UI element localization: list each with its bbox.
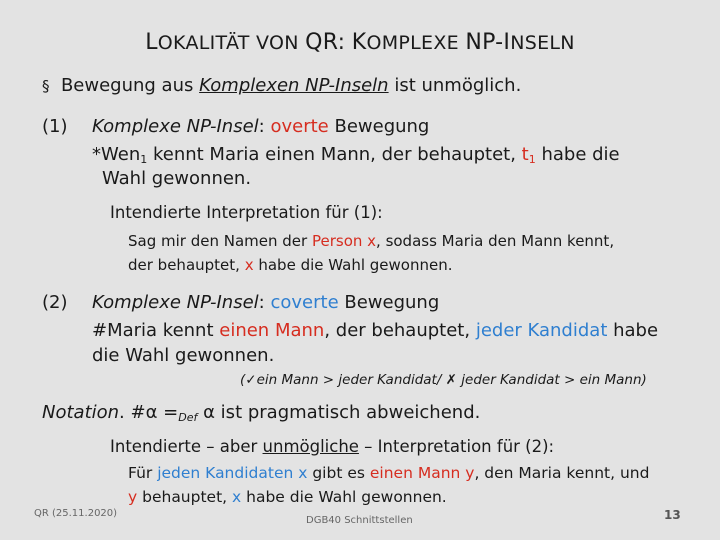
variable-x: x [232, 488, 242, 506]
paraphrase-part: Sag mir den Namen der [128, 232, 312, 250]
paraphrase-2-line2 [128, 488, 447, 506]
example-2-heading [92, 292, 439, 314]
footer-date: QR (25.11.2020) [34, 508, 118, 519]
scope-readings [240, 372, 647, 388]
notation-part: . #α = [119, 402, 179, 423]
trace-t: t [521, 144, 529, 165]
title-part: NSELN [510, 32, 575, 54]
heading-term: Komplexe NP-Insel [92, 116, 259, 137]
interpretation-2-label [110, 437, 554, 456]
paraphrase-part: behauptet, [137, 488, 233, 506]
example-number-2: (2) [42, 292, 68, 313]
variable-y: y [128, 488, 138, 506]
paraphrase-2-line1 [128, 464, 649, 482]
title-part: QR [305, 30, 338, 55]
example-2-sentence-line1 [92, 320, 658, 342]
example-1-heading [92, 116, 429, 138]
sentence-part: habe [607, 320, 659, 341]
heading-keyword: coverte [270, 292, 339, 313]
variable-x: x [244, 256, 254, 274]
paraphrase-part: habe die Wahl gewonnen. [253, 256, 453, 274]
phrase-einen-mann: einen Mann y [369, 464, 475, 482]
sentence-part: *Wen [92, 144, 141, 165]
scope-text: (✓ein Mann > jeder Kandidat/ ✗ jeder Kandidat > ein Mann) [240, 372, 647, 388]
bullet-text: ist unmöglich. [388, 75, 522, 96]
paraphrase-part: Für [128, 464, 158, 482]
heading-keyword: overte [270, 116, 329, 137]
heading-term: Komplexe NP-Insel [92, 292, 259, 313]
paraphrase-part: gibt es [307, 464, 370, 482]
notation-line [42, 402, 480, 424]
heading-colon: : [258, 292, 271, 313]
example-1-paraphrase-line2 [128, 255, 452, 275]
example-1-paraphrase-line1 [128, 231, 614, 251]
bullet-line [42, 75, 521, 97]
example-1-interpretation-label: Intendierte Interpretation für (1): [110, 203, 383, 222]
phrase-jeder-kandidat: jeder Kandidat [475, 320, 608, 341]
paraphrase-part: habe die Wahl gewonnen. [241, 488, 447, 506]
subscript: 1 [528, 153, 536, 166]
title-part: VON [256, 32, 299, 54]
notation-part: α ist pragmatisch abweichend. [197, 402, 481, 423]
page-number: 13 [664, 508, 681, 522]
bullet-icon: § [42, 77, 50, 95]
paraphrase-person: Person x [311, 232, 377, 250]
bullet-text: Bewegung aus [60, 75, 200, 96]
footer-course: DGB40 Schnittstellen [306, 515, 413, 526]
bullet-term: Komplexen NP-Inseln [199, 75, 389, 96]
title-part: NP- [465, 30, 504, 55]
paraphrase-part: , sodass Maria den Mann kennt, [376, 232, 615, 250]
sentence-part: #Maria kennt [92, 320, 220, 341]
notation-def: Def [178, 411, 198, 424]
heading-rest: Bewegung [328, 116, 430, 137]
title-part: I [503, 30, 511, 55]
title-part: OKALITÄT [157, 32, 250, 54]
heading-colon: : [258, 116, 271, 137]
heading-rest: Bewegung [338, 292, 440, 313]
slide-title [0, 30, 720, 55]
title-part: : [337, 30, 346, 55]
interp-underlined: unmögliche [262, 437, 359, 456]
phrase-einen-mann: einen Mann [219, 320, 325, 341]
subscript: 1 [140, 153, 148, 166]
interp-part: Intendierte – aber [110, 437, 263, 456]
sentence-part: habe die [535, 144, 620, 165]
phrase-jeden-kandidaten: jeden Kandidaten x [157, 464, 308, 482]
example-1-sentence-line2: Wahl gewonnen. [102, 168, 252, 189]
title-part: L [145, 30, 158, 55]
title-part: OMPLEXE [366, 32, 459, 54]
title-part: K [351, 30, 367, 55]
example-number-1: (1) [42, 116, 68, 137]
paraphrase-part: der behauptet, [128, 256, 245, 274]
example-2-sentence-line2: die Wahl gewonnen. [92, 345, 275, 366]
example-1-sentence-line1 [92, 144, 620, 166]
sentence-part: , der behauptet, [324, 320, 476, 341]
sentence-part: kennt Maria einen Mann, der behauptet, [147, 144, 522, 165]
notation-label: Notation [42, 402, 120, 423]
paraphrase-part: , den Maria kennt, und [474, 464, 650, 482]
interp-part: – Interpretation für (2): [358, 437, 555, 456]
